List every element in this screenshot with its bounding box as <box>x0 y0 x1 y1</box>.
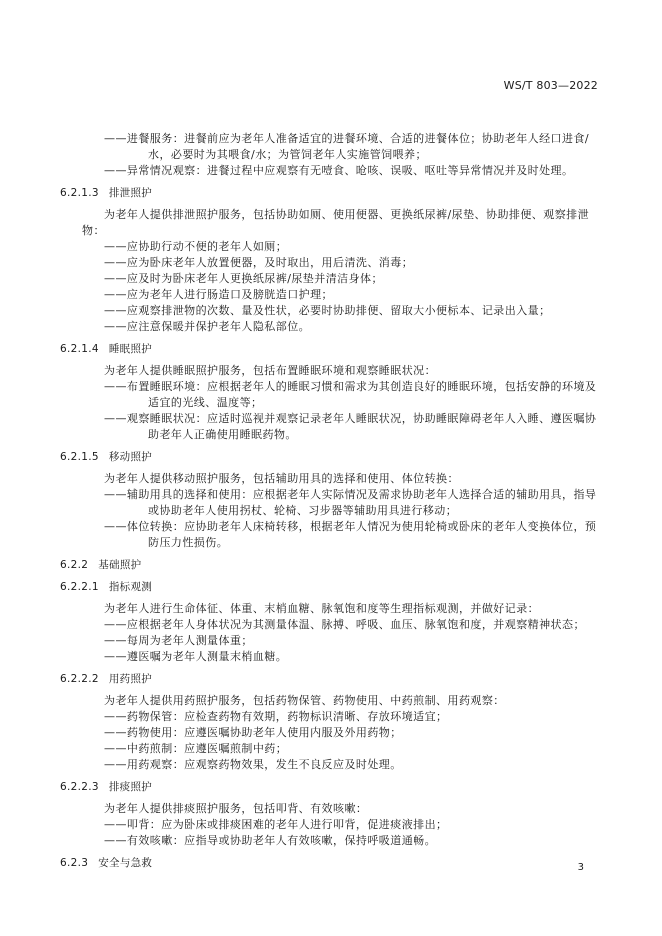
section-heading <box>60 558 600 573</box>
standard-code: WS/T 803—2022 <box>503 79 598 92</box>
section-title: 安全与急救 <box>98 857 153 869</box>
section-title: 排痰照护 <box>108 781 153 793</box>
list-item: ——进餐服务：进餐前应为老年人准备适宜的进餐环境、合适的进餐体位；协助老年人经口进食/水，必要时为其喂食/水；为管饲老年人实施管饲喂养； <box>104 132 590 161</box>
section-title: 基础照护 <box>98 559 142 571</box>
section-heading <box>60 580 600 595</box>
section-number: 6.2.2.1 <box>60 581 99 593</box>
paragraph: 为老年人进行生命体征、体重、末梢血糖、脉氧饱和度等生理指标观测，并做好记录： <box>104 602 540 615</box>
list-item: ——应及时为卧床老年人更换纸尿裤/尿垫并清洁身体； <box>104 272 383 285</box>
section-heading <box>60 780 600 795</box>
section-title: 排泄照护 <box>108 187 153 199</box>
section-number: 6.2.1.3 <box>60 187 99 199</box>
paragraph: 为老年人提供睡眠照护服务，包括布置睡眠环境和观察睡眠状况： <box>104 364 437 377</box>
list-item: ——应为老年人进行肠造口及膀胱造口护理； <box>104 288 333 301</box>
list-item: ——应根据老年人身体状况为其测量体温、脉搏、呼吸、血压、脉氧饱和度，并观察精神状态； <box>104 618 585 631</box>
list-item: ——异常情况观察：进餐过程中应观察有无噎食、呛咳、误吸、呕吐等异常情况并及时处理。 <box>104 164 574 177</box>
list-item: ——每周为老年人测量体重； <box>104 634 253 647</box>
list-item: ——药物保管：应检查药物有效期，药物标识清晰、存放环境适宜； <box>104 710 448 723</box>
list-item: ——应注意保暖并保护老年人隐私部位。 <box>104 320 311 333</box>
list-item: ——用药观察：应观察药物效果，发生不良反应及时处理。 <box>104 758 402 771</box>
paragraph: 为老年人提供排泄照护服务，包括协助如厕、使用便器、更换纸尿裤/尿垫、协助排便、观察排泄物： <box>82 208 590 237</box>
section-title: 指标观测 <box>108 581 153 593</box>
section-title: 用药照护 <box>108 673 153 685</box>
list-item: ——叩背：应为卧床或排痰困难的老年人进行叩背，促进痰液排出； <box>104 818 448 831</box>
list-item: ——遵医嘱为老年人测量末梢血糖。 <box>104 650 288 663</box>
section-title: 移动照护 <box>108 451 153 463</box>
section-heading <box>60 450 600 465</box>
list-item: ——有效咳嗽：应指导或协助老年人有效咳嗽，保持呼吸道通畅。 <box>104 834 437 847</box>
section-heading <box>60 856 600 871</box>
section-heading <box>60 186 600 201</box>
section-heading <box>60 672 600 687</box>
list-item: ——观察睡眠状况：应适时巡视并观察记录老年人睡眠状况，协助睡眠障碍老年人入睡、遵医嘱协助老年人正确使用睡眠药物。 <box>104 412 597 441</box>
section-number: 6.2.2 <box>60 559 89 571</box>
section-title: 睡眠照护 <box>108 343 153 355</box>
list-item: ——布置睡眠环境：应根据老年人的睡眠习惯和需求为其创造良好的睡眠环境，包括安静的环境及适宜的光线、温度等； <box>104 380 597 409</box>
list-item: ——应观察排泄物的次数、量及性状，必要时协助排便、留取大小便标本、记录出入量； <box>104 304 551 317</box>
section-number: 6.2.2.3 <box>60 781 99 793</box>
section-number: 6.2.2.2 <box>60 673 99 685</box>
paragraph: 为老年人提供排痰照护服务，包括叩背、有效咳嗽： <box>104 802 368 815</box>
page-number: 3 <box>577 862 584 873</box>
list-item: ——应为卧床老年人放置便器，及时取出，用后清洗、消毒； <box>104 256 414 269</box>
list-item: ——辅助用具的选择和使用：应根据老年人实际情况及需求协助老年人选择合适的辅助用具，指导或协助老年人使用拐杖、轮椅、习步器等辅助用具进行移动； <box>104 488 597 517</box>
section-heading <box>60 342 600 357</box>
list-item: ——体位转换：应协助老年人床椅转移，根据老年人情况为使用轮椅或卧床的老年人变换体位，预防压力性损伤。 <box>104 520 597 549</box>
section-number: 6.2.3 <box>60 857 89 869</box>
document-body <box>60 131 600 877</box>
list-item: ——药物使用：应遵医嘱协助老年人使用内服及外用药物； <box>104 726 402 739</box>
section-number: 6.2.1.4 <box>60 343 99 355</box>
paragraph: 为老年人提供移动照护服务，包括辅助用具的选择和使用、体位转换： <box>104 472 459 485</box>
paragraph: 为老年人提供用药照护服务，包括药物保管、药物使用、中药煎制、用药观察： <box>104 694 505 707</box>
list-item: ——中药煎制：应遵医嘱煎制中药； <box>104 742 288 755</box>
section-number: 6.2.1.5 <box>60 451 99 463</box>
list-item: ——应协助行动不便的老年人如厕； <box>104 240 288 253</box>
